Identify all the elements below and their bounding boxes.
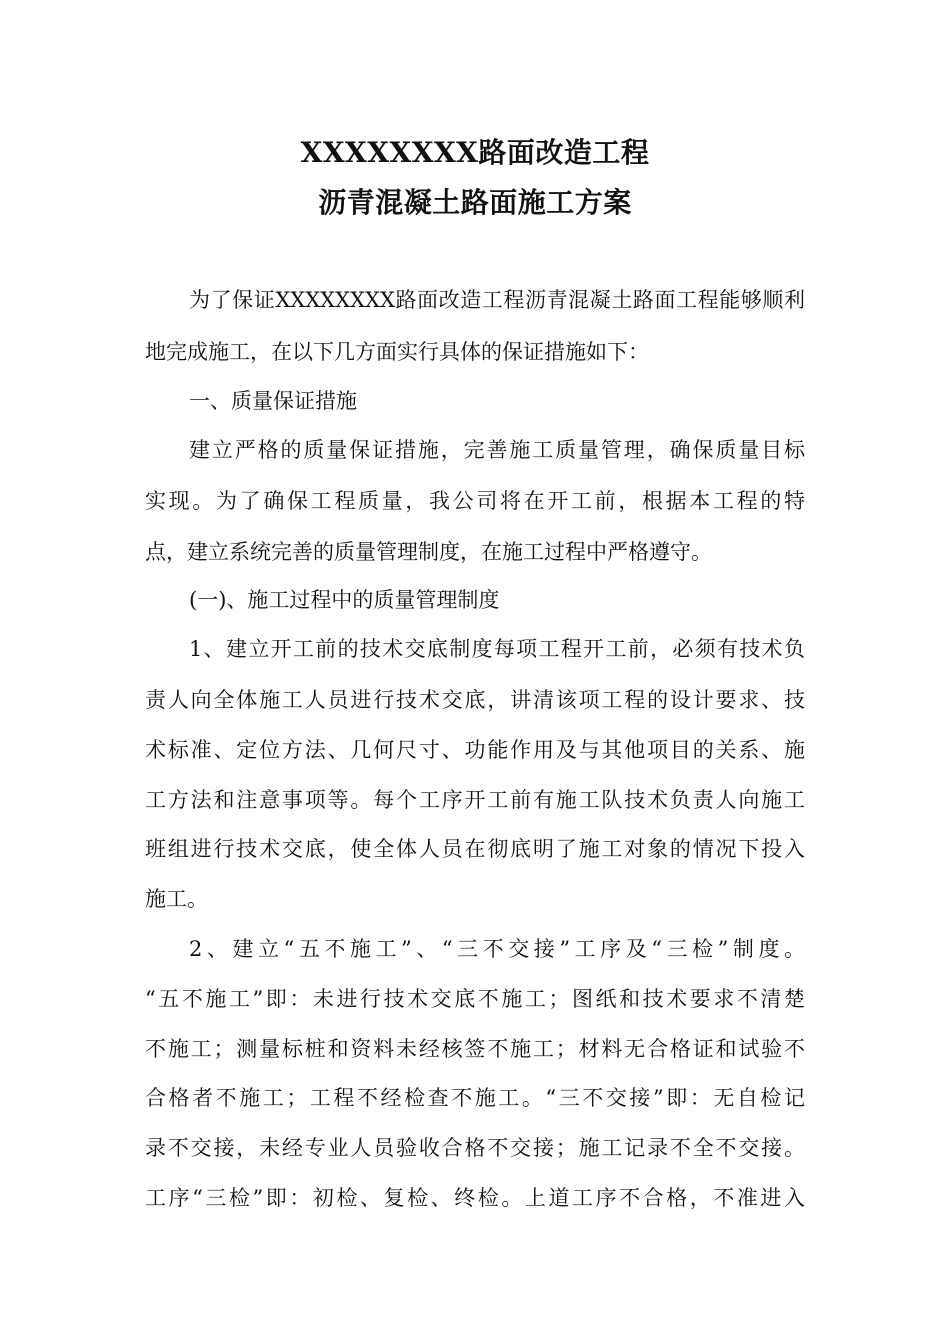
- paragraph-line: 术标准、定位方法、几何尺寸、功能作用及与其他项目的关系、施: [145, 738, 805, 762]
- paragraph-line: 点，建立系统完善的质量管理制度，在施工过程中严格遵守。: [145, 540, 712, 564]
- paragraph-line: 实现。为了确保工程质量，我公司将在开工前，根据本工程的特: [145, 489, 805, 513]
- paragraph-line: 不施工；测量标桩和资料未经核签不施工；材料无合格证和试验不: [145, 1037, 805, 1061]
- paragraph-line: 地完成施工，在以下几方面实行具体的保证措施如下：: [145, 340, 649, 364]
- paragraph-line: 施工。: [145, 887, 208, 911]
- paragraph-line: 工方法和注意事项等。每个工序开工前有施工队技术负责人向施工: [145, 788, 805, 812]
- document-title-line2: 沥青混凝土路面施工方案: [318, 186, 632, 219]
- paragraph-line: 1、建立开工前的技术交底制度每项工程开工前，必须有技术负: [189, 637, 805, 661]
- paragraph-line: 责人向全体施工人员进行技术交底，讲清该项工程的设计要求、技: [145, 688, 805, 712]
- paragraph-line: 2、建立“五不施工”、“三不交接”工序及“三检”制度。: [189, 937, 805, 961]
- paragraph-line: 为了保证XXXXXXXX路面改造工程沥青混凝土路面工程能够顺利: [189, 288, 805, 312]
- paragraph-line: 工序“三检”即：初检、复检、终检。上道工序不合格，不准进入: [145, 1186, 805, 1210]
- paragraph-line: 合格者不施工；工程不经检查不施工。“三不交接”即：无自检记: [145, 1086, 805, 1110]
- paragraph-line: 建立严格的质量保证措施，完善施工质量管理，确保质量目标: [189, 438, 805, 462]
- paragraph-line: 班组进行技术交底，使全体人员在彻底明了施工对象的情况下投入: [145, 837, 805, 861]
- section-heading: 一、质量保证措施: [189, 389, 357, 413]
- document-title-line1: XXXXXXXX路面改造工程: [300, 136, 650, 169]
- paragraph-line: “五不施工”即：未进行技术交底不施工；图纸和技术要求不清楚: [145, 987, 805, 1011]
- subsection-heading: (一)、施工过程中的质量管理制度: [189, 588, 500, 612]
- paragraph-line: 录不交接，未经专业人员验收合格不交接；施工记录不全不交接。: [145, 1136, 805, 1160]
